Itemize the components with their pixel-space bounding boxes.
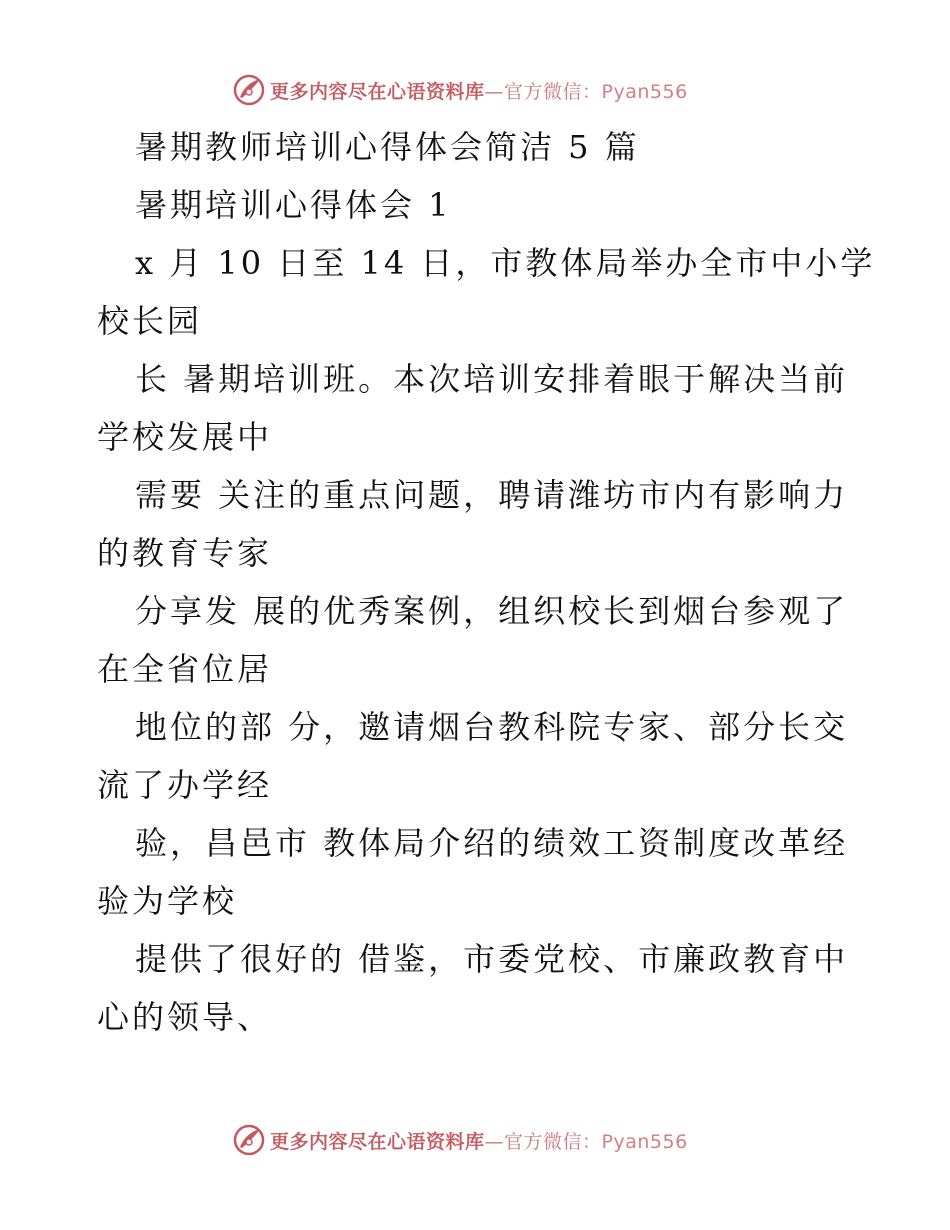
text-line: 提供了很好的 借鉴，市委党校、市廉政教育中 [135, 940, 849, 978]
header-watermark [232, 72, 688, 108]
document-title: 暑期教师培训心得体会简洁 5 篇 [135, 128, 640, 166]
watermark-wechat-id: Pyan556 [601, 1130, 688, 1153]
footer-watermark [232, 1122, 688, 1158]
watermark-brand: 更多内容尽在心语资料库 [270, 80, 485, 103]
text-line: 校长园 [97, 302, 203, 340]
text-line: 地位的部 分，邀请烟台教科院专家、部分长交 [135, 708, 849, 746]
text-line: 需要 关注的重点问题，聘请潍坊市内有影响力 [135, 476, 849, 514]
quill-logo-icon [232, 1123, 266, 1157]
quill-logo-icon [232, 73, 266, 107]
watermark-brand: 更多内容尽在心语资料库 [270, 1130, 485, 1153]
text-line: 分享发 展的优秀案例，组织校长到烟台参观了 [135, 592, 849, 630]
watermark-wechat-label: 官方微信： [504, 1130, 602, 1153]
text-line: 验为学校 [97, 882, 238, 920]
text-line: 学校发展中 [97, 418, 273, 456]
text-line: 在全省位居 [97, 650, 273, 688]
text-line: 验，昌邑市 教体局介绍的绩效工资制度改革经 [135, 824, 849, 862]
watermark-dash: — [484, 80, 505, 103]
watermark-dash: — [484, 1130, 505, 1153]
document-body [97, 118, 876, 1046]
text-line: 的教育专家 [97, 534, 273, 572]
text-line: x 月 10 日至 14 日，市教体局举办全市中小学 [135, 244, 876, 282]
text-line: 心的领导、 [97, 998, 273, 1036]
watermark-wechat-id: Pyan556 [601, 80, 688, 103]
text-line: 长 暑期培训班。本次培训安排着眼于解决当前 [135, 360, 849, 398]
text-line: 流了办学经 [97, 766, 273, 804]
watermark-wechat-label: 官方微信： [504, 80, 602, 103]
section-heading: 暑期培训心得体会 1 [135, 186, 452, 224]
